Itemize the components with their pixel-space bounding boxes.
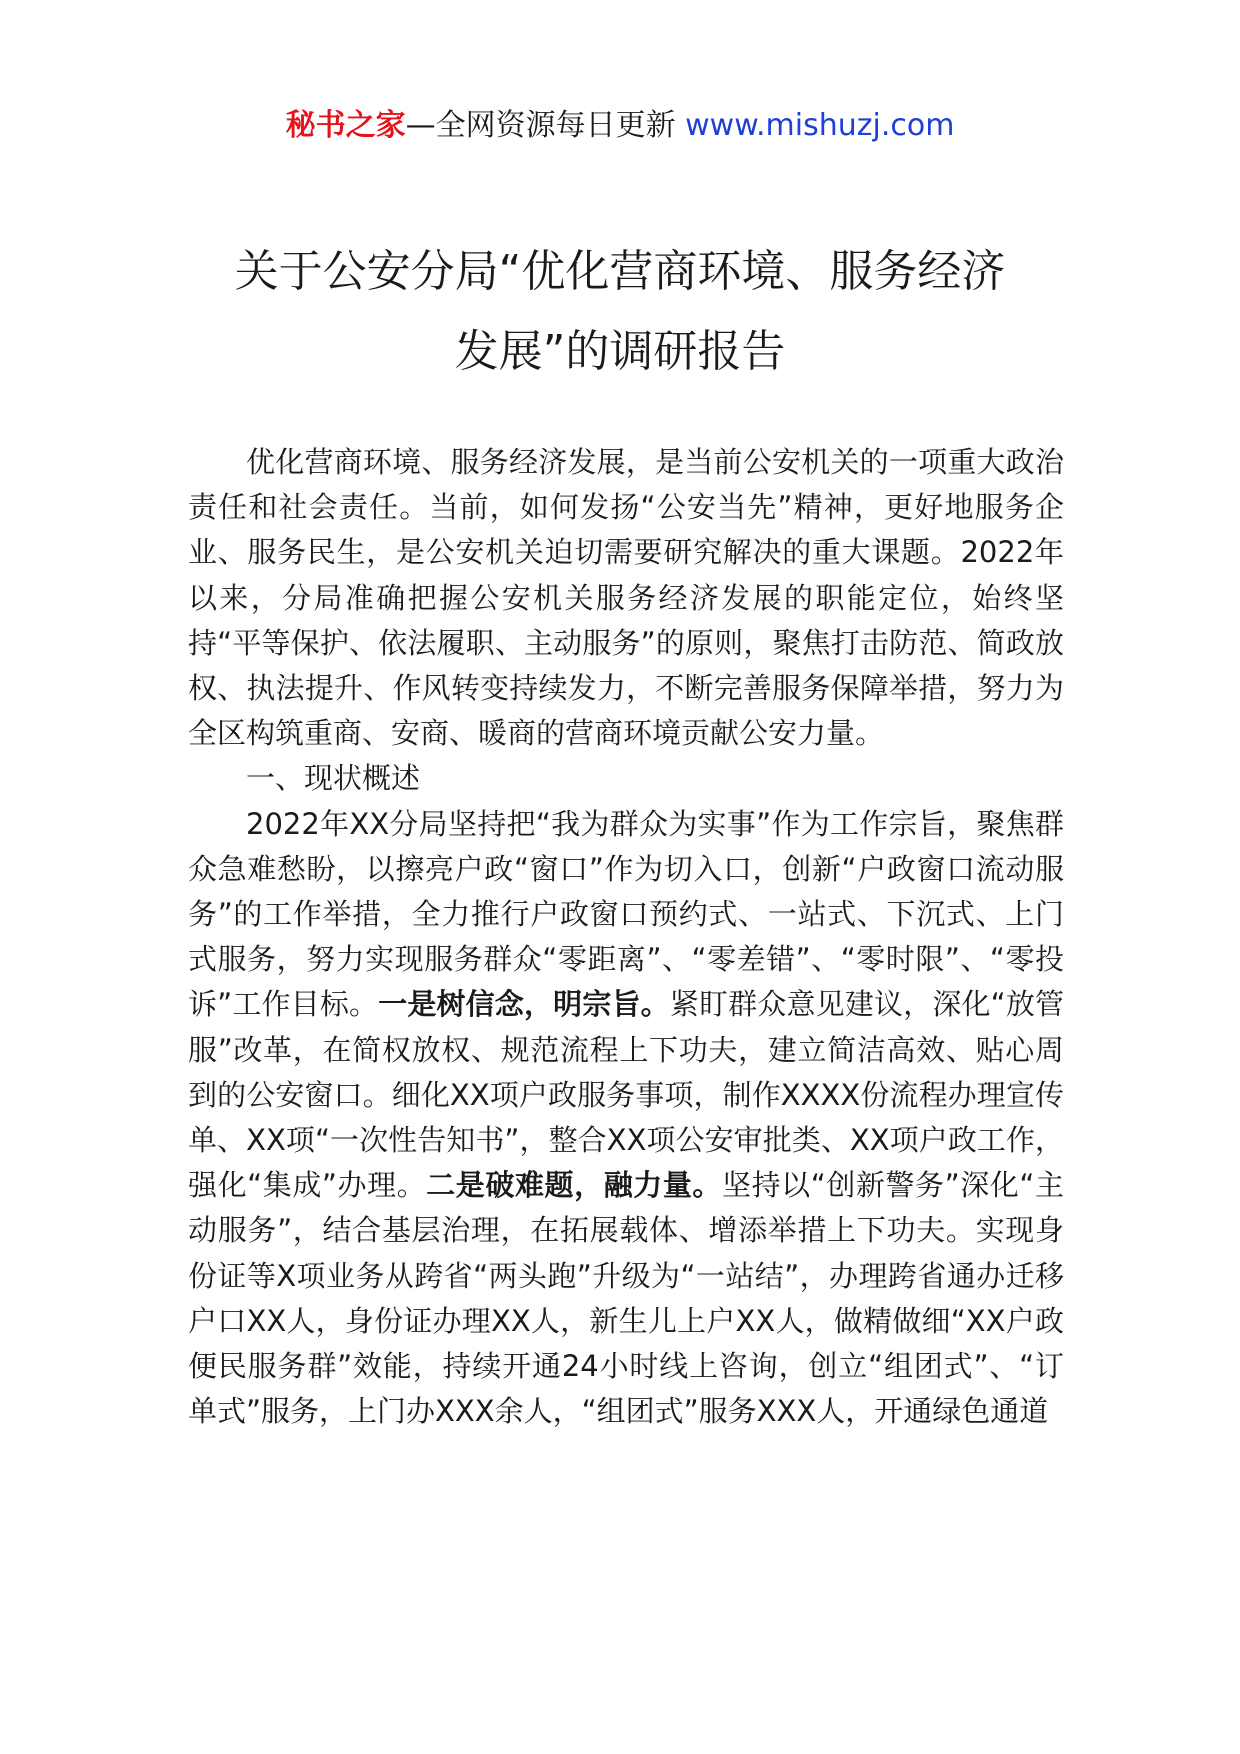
section-heading: 一、现状概述: [246, 761, 421, 796]
section-1-text-b: 紧盯群众意见建议，深化“放管服”改革，在简权放权、规范流程上下功夫，建立简洁高效、贴心周到的公安窗口。细化XX项户政服务事项，制作XXXX份流程办理宣传单、XX项“一次性告知书”，整合XX项公安审批类、XX项户政工作，强化“集成”办理。: [188, 987, 1065, 1203]
title-line-2: 发展”的调研报告: [454, 326, 786, 377]
site-url[interactable]: www.mishuzj.com: [685, 108, 955, 143]
intro-paragraph: 优化营商环境、服务经济发展，是当前公安机关的一项重大政治责任和社会责任。当前，如何发扬“公安当先”精神，更好地服务企业、服务民生，是公安机关迫切需要研究解决的重大课题。2022年以来，分局准确把握公安机关服务经济发展的职能定位，始终坚持“平等保护、依法履职、主动服务”的原则，聚焦打击防范、简政放权、执法提升、作风转变持续发力，不断完善服务保障举措，努力为全区构筑重商、安商、暖商的营商环境贡献公安力量。: [188, 445, 1064, 751]
header-tagline: —全网资源每日更新: [405, 108, 676, 143]
section-1-text-a: 2022年XX分局坚持把“我为群众为实事”作为工作宗旨，聚焦群众急难愁盼，以擦亮户政“窗口”作为切入口，创新“户政窗口流动服务”的工作举措，全力推行户政窗口预约式、一站式、下沉式、上门式服务，努力实现服务群众“零距离”、“零差错”、“零时限”、“零投诉”工作目标。: [188, 806, 1064, 1022]
document-title: [120, 232, 1120, 392]
section-1-text-c: 坚持以“创新警务”深化“主动服务”，结合基层治理，在拓展载体、增添举措上下功夫。实现身份证等X项业务从跨省“两头跑”升级为“一站结”，办理跨省通办迁移户口XX人，身份证办理XX人，新生儿上户XX人，做精做细“XX户政便民服务群”效能，持续开通24小时线上咨询，创立“组团式”、“订单式”服务，上门办XXX余人，“组团式”服务XXX人，开通绿色通道: [188, 1168, 1064, 1429]
title-line-1: 关于公安分局“优化营商环境、服务经济: [234, 246, 1006, 297]
section-1-point-1: 一是树信念，明宗旨。: [378, 987, 670, 1022]
brand-name: 秘书之家: [285, 108, 406, 143]
document-body: [188, 440, 1064, 1434]
site-header: [0, 104, 1240, 148]
section-1-paragraph: [188, 802, 1064, 1435]
section-1-point-2: 二是破难题，融力量。: [426, 1168, 722, 1203]
